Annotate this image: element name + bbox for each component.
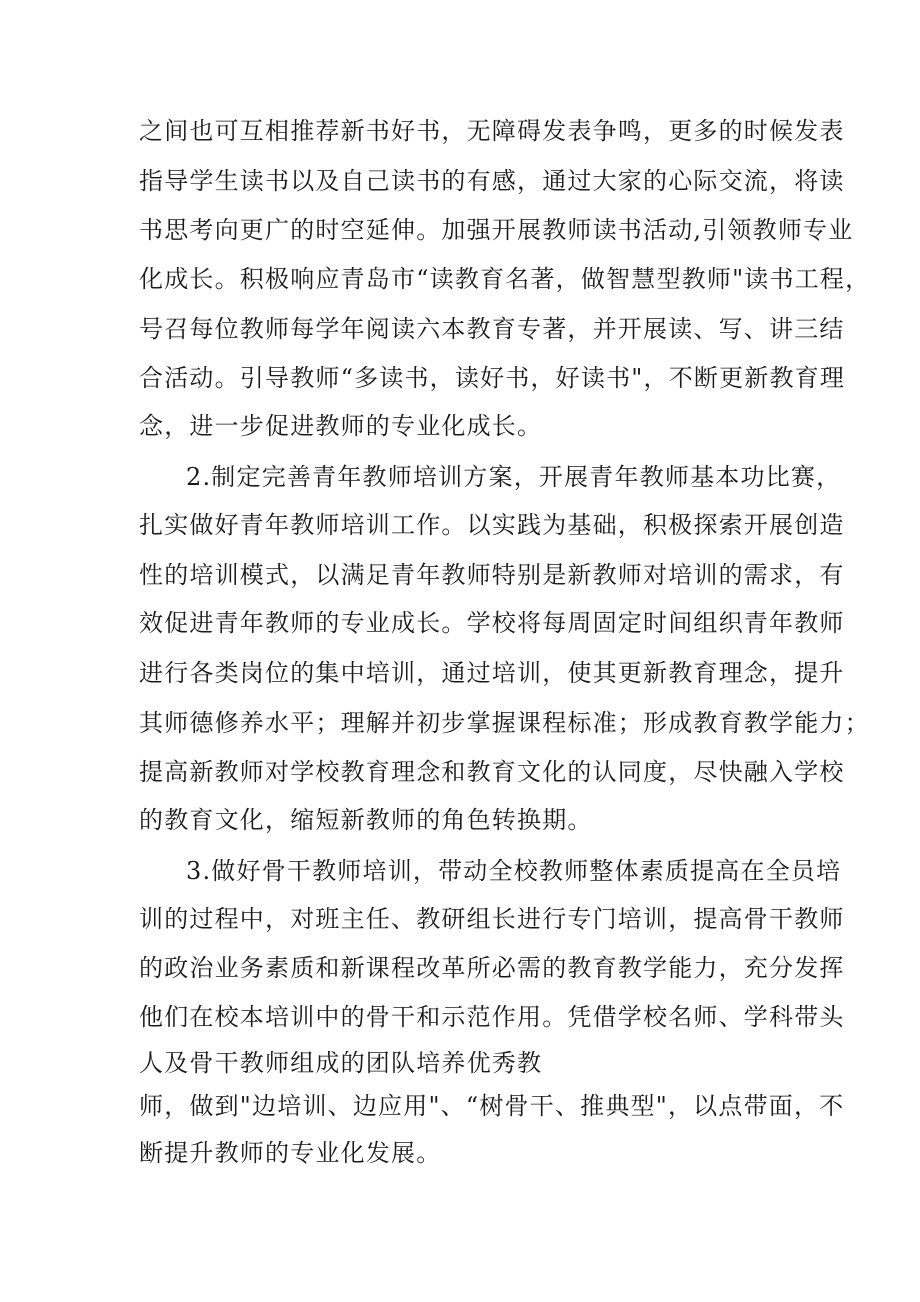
text-line: 扎实做好青年教师培训工作。以实践为基础，积极探索开展创造 <box>139 511 845 539</box>
text-line: 号召每位教师每学年阅读六本教育专著，并开展读、写、讲三结 <box>139 315 845 343</box>
paragraph-3-first-line: 3.做好骨干教师培训，带动全校教师整体素质提高在全员培 <box>186 857 842 885</box>
text-line: 书思考向更广的时空延伸。加强开展教师读书活动,引领教师专业 <box>139 216 854 244</box>
text-line: 师，做到"边培训、边应用"、“树骨干、推典型"，以点带面，不 <box>139 1092 845 1120</box>
text-line: 念，进一步促进教师的专业化成长。 <box>139 412 543 440</box>
text-line: 的政治业务素质和新课程改革所必需的教育教学能力，充分发挥 <box>139 954 845 982</box>
text-line: 人及骨干教师组成的团队培养优秀教 <box>139 1049 543 1077</box>
text-line: 化成长。积极响应青岛市“读教育名著，做智慧型教师"读书工程， <box>139 265 871 293</box>
text-line: 进行各类岗位的集中培训，通过培训，使其更新教育理念，提升 <box>139 659 845 687</box>
text-line: 效促进青年教师的专业成长。学校将每周固定时间组织青年教师 <box>139 609 845 637</box>
text-line: 训的过程中，对班主任、教研组长进行专门培训，提高骨干教师 <box>139 905 845 933</box>
text-line: 他们在校本培训中的骨干和示范作用。凭借学校名师、学科带头 <box>139 1003 845 1031</box>
text-line: 提高新教师对学校教育理念和教育文化的认同度，尽快融入学校 <box>139 758 845 786</box>
text-line: 的教育文化，缩短新教师的角色转换期。 <box>139 806 593 834</box>
text-line: 之间也可互相推荐新书好书，无障碍发表争鸣，更多的时候发表 <box>139 117 845 145</box>
text-line: 合活动。引导教师“多读书，读好书，好读书"，不断更新教育理 <box>139 364 846 392</box>
text-line: 指导学生读书以及自己读书的有感，通过大家的心际交流，将读 <box>139 167 845 195</box>
text-line: 性的培训模式，以满足青年教师特别是新教师对培训的需求，有 <box>139 561 845 589</box>
paragraph-2-first-line: 2.制定完善青年教师培训方案，开展青年教师基本功比赛， <box>186 463 842 491</box>
text-line: 其师德修养水平；理解并初步掌握课程标准；形成教育教学能力； <box>139 709 870 737</box>
text-line: 断提升教师的专业化发展。 <box>139 1139 442 1167</box>
